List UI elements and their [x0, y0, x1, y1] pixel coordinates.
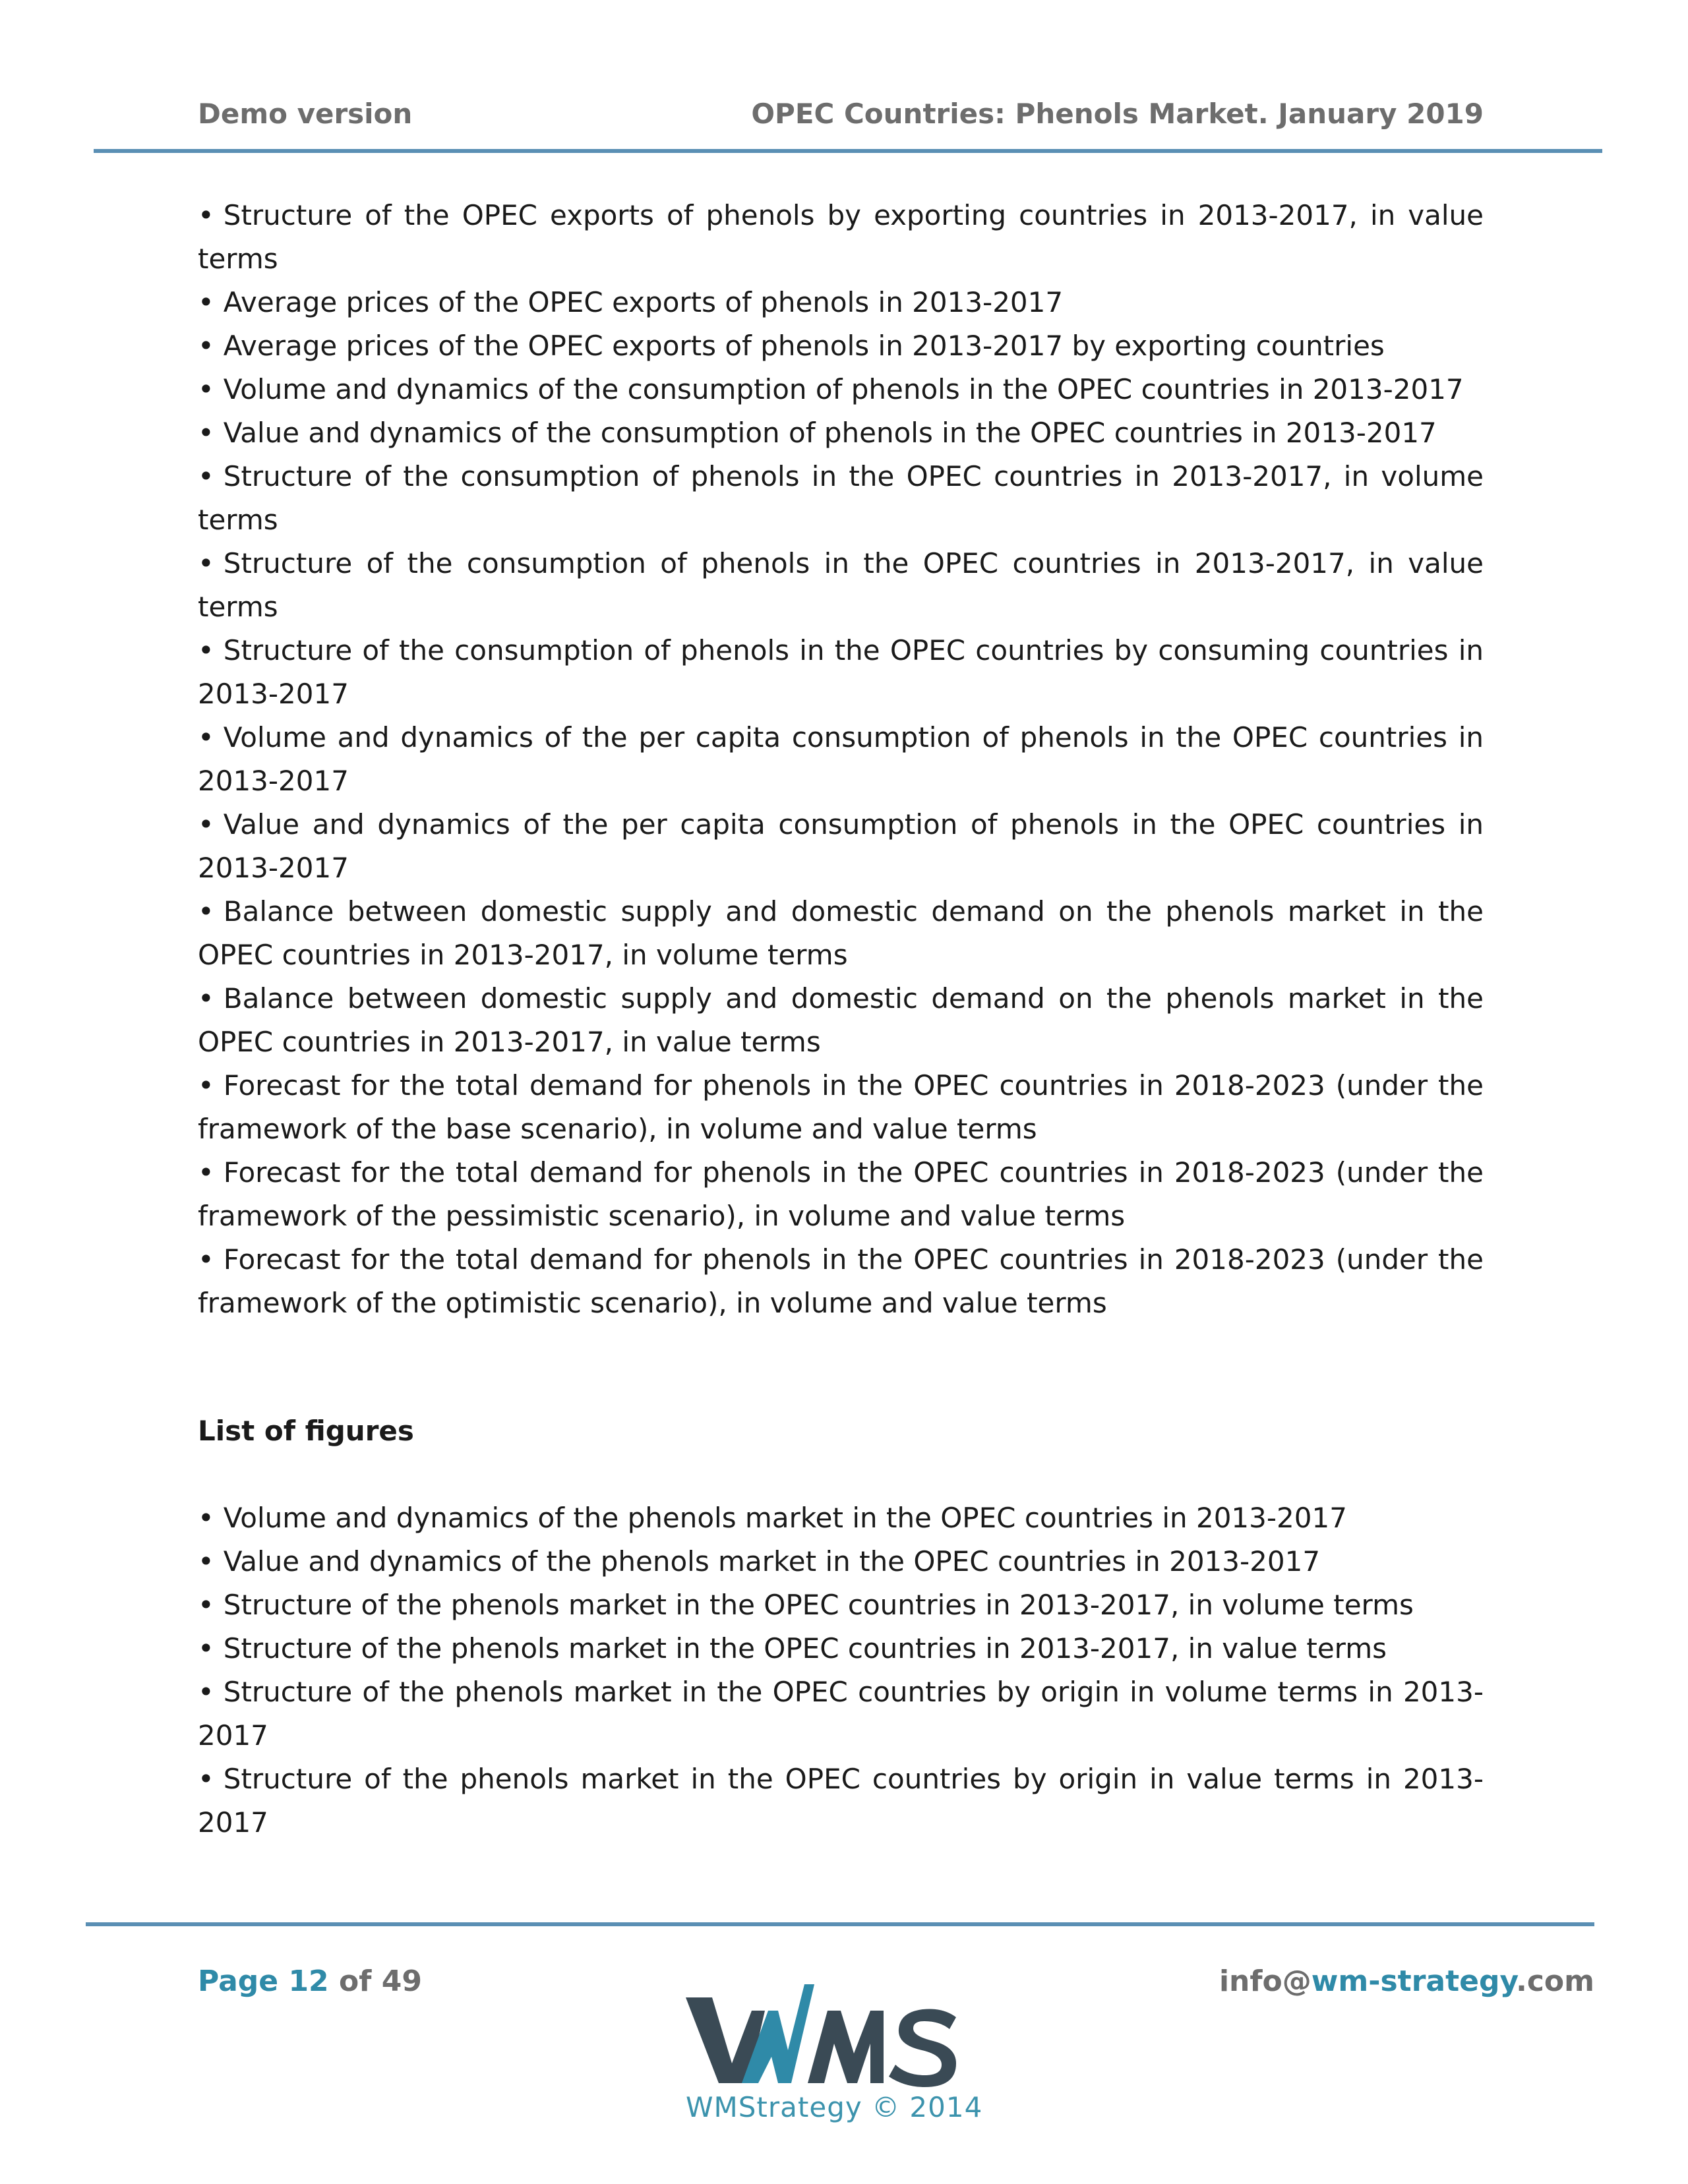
list-item-text: Structure of the phenols market in the OPEC countries in 2013-2017, in value terms	[223, 1632, 1387, 1665]
figures-heading: List of figures	[198, 1415, 414, 1447]
bullet-icon: •	[198, 634, 214, 666]
list-item	[198, 368, 1484, 411]
bullet-icon: •	[198, 1243, 214, 1276]
bullet-icon: •	[198, 1156, 214, 1189]
list-item	[198, 411, 1484, 455]
list-item	[198, 803, 1484, 890]
page-word: Page	[198, 1964, 279, 1998]
bullet-icon: •	[198, 1632, 214, 1665]
list-item	[198, 281, 1484, 324]
list-item-text: Volume and dynamics of the consumption of phenols in the OPEC countries in 2013-2017	[223, 373, 1464, 405]
bullet-icon: •	[198, 808, 214, 841]
list-item-text: Volume and dynamics of the per capita consumption of phenols in the OPEC countries in 2013-2017	[198, 721, 1484, 797]
list-item	[198, 542, 1484, 629]
bullet-icon: •	[198, 1763, 214, 1795]
header-right-title: OPEC Countries: Phenols Market. January 2019	[751, 98, 1484, 130]
list-item-text: Value and dynamics of the consumption of phenols in the OPEC countries in 2013-2017	[223, 417, 1437, 449]
list-item	[198, 194, 1484, 281]
bullet-icon: •	[198, 199, 214, 231]
bullet-icon: •	[198, 1676, 214, 1708]
list-item-text: Balance between domestic supply and domestic demand on the phenols market in the OPEC countries in 2013-2017, in volume terms	[198, 895, 1484, 971]
page-of: of	[339, 1964, 372, 1998]
bullet-icon: •	[198, 1502, 214, 1534]
bullet-icon: •	[198, 417, 214, 449]
list-item-text: Forecast for the total demand for phenols in the OPEC countries in 2018-2023 (under the framework of the base scenario), in volume and value terms	[198, 1069, 1484, 1145]
bullet-icon: •	[198, 286, 214, 318]
list-item-text: Structure of the phenols market in the OPEC countries by origin in value terms in 2013-2017	[198, 1763, 1484, 1839]
footer-divider	[86, 1922, 1594, 1926]
list-item	[198, 1238, 1484, 1325]
tables-list	[198, 194, 1484, 1325]
list-item	[198, 455, 1484, 542]
list-item-text: Structure of the consumption of phenols in the OPEC countries in 2013-2017, in volume terms	[198, 460, 1484, 536]
bullet-icon: •	[198, 895, 214, 928]
page-total: 49	[381, 1964, 422, 1998]
email-domain: wm-strategy	[1311, 1964, 1517, 1998]
list-item-text: Value and dynamics of the phenols market in the OPEC countries in 2013-2017	[223, 1545, 1321, 1578]
list-item-text: Average prices of the OPEC exports of phenols in 2013-2017 by exporting countries	[223, 330, 1385, 362]
email-tld: .com	[1516, 1964, 1594, 1998]
list-item-text: Forecast for the total demand for phenols in the OPEC countries in 2018-2023 (under the framework of the pessimistic scenario), in volume and value terms	[198, 1156, 1484, 1232]
list-item	[198, 716, 1484, 803]
list-item	[198, 977, 1484, 1064]
bullet-icon: •	[198, 330, 214, 362]
list-item-text: Average prices of the OPEC exports of phenols in 2013-2017	[223, 286, 1064, 318]
bullet-icon: •	[198, 1069, 214, 1102]
bullet-icon: •	[198, 982, 214, 1015]
bullet-icon: •	[198, 373, 214, 405]
bullet-icon: •	[198, 547, 214, 579]
list-item	[198, 890, 1484, 977]
list-item	[198, 1540, 1484, 1583]
footer-email[interactable]	[1219, 1964, 1594, 1998]
list-item	[198, 1627, 1484, 1670]
list-item-text: Balance between domestic supply and domestic demand on the phenols market in the OPEC countries in 2013-2017, in value terms	[198, 982, 1484, 1058]
bullet-icon: •	[198, 460, 214, 492]
list-item	[198, 1757, 1484, 1845]
bullet-icon: •	[198, 1589, 214, 1621]
bullet-icon: •	[198, 721, 214, 753]
list-item	[198, 324, 1484, 368]
page-number	[198, 1964, 422, 1998]
list-item-text: Structure of the phenols market in the OPEC countries by origin in volume terms in 2013-2017	[198, 1676, 1484, 1752]
list-item-text: Value and dynamics of the per capita consumption of phenols in the OPEC countries in 2013-2017	[198, 808, 1484, 884]
wms-logo-icon	[679, 1971, 969, 2090]
list-item-text: Structure of the phenols market in the OPEC countries in 2013-2017, in volume terms	[223, 1589, 1414, 1621]
list-item	[198, 1064, 1484, 1151]
list-item	[198, 1151, 1484, 1238]
list-item-text: Forecast for the total demand for phenols in the OPEC countries in 2018-2023 (under the framework of the optimistic scenario), in volume and value terms	[198, 1243, 1484, 1319]
logo-s-mark	[889, 2009, 956, 2088]
bullet-icon: •	[198, 1545, 214, 1578]
header-left-label: Demo version	[198, 98, 413, 130]
copyright-text: WMStrategy © 2014	[686, 2091, 983, 2123]
list-item	[198, 1496, 1484, 1540]
list-item	[198, 629, 1484, 716]
page-header	[198, 98, 1484, 137]
figures-list	[198, 1496, 1484, 1845]
list-item-text: Structure of the consumption of phenols in the OPEC countries in 2013-2017, in value terms	[198, 547, 1484, 623]
list-item	[198, 1670, 1484, 1757]
list-item	[198, 1583, 1484, 1627]
logo-m-mark	[808, 2011, 884, 2083]
list-item-text: Structure of the consumption of phenols in the OPEC countries by consuming countries in 2013-2017	[198, 634, 1484, 710]
header-divider	[94, 149, 1602, 153]
email-user: info@	[1219, 1964, 1311, 1998]
page-current: 12	[288, 1964, 329, 1998]
list-item-text: Volume and dynamics of the phenols market in the OPEC countries in 2013-2017	[223, 1502, 1347, 1534]
list-item-text: Structure of the OPEC exports of phenols by exporting countries in 2013-2017, in value terms	[198, 199, 1484, 275]
